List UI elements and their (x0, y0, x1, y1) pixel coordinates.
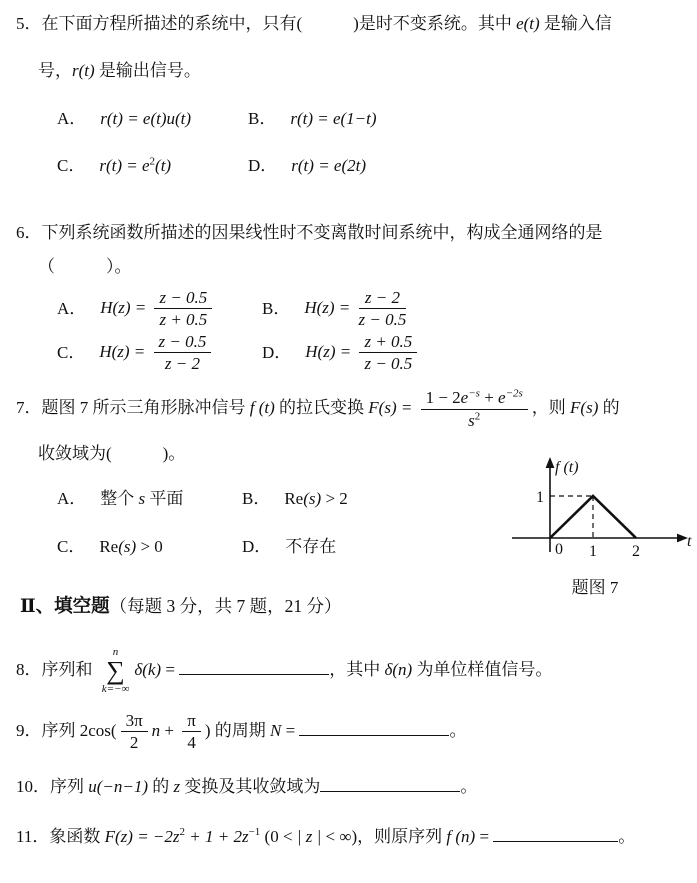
fig7-caption: 题图 7 (571, 578, 619, 597)
question-6-option-a (57, 288, 262, 330)
fig7-x-axis-label: t (687, 533, 692, 550)
question-7-option-a (57, 487, 242, 512)
option-d-label: D． (262, 342, 292, 362)
option-a-label: A． (57, 488, 87, 508)
option-d-formula: 不存在 (285, 537, 337, 557)
question-6-option-d (262, 332, 421, 374)
option-b-formula: H(z) = $\frac{z - 2}{z - 0.5}$ (304, 287, 407, 330)
option-a-formula: H(z) = $\frac{z - 0.5}{z + 0.5}$ (100, 288, 216, 330)
fig7-x-tick-0: 0 (555, 541, 563, 558)
question-6-options-row-2 (57, 332, 697, 374)
option-b-label: B． (242, 488, 271, 508)
question-7-option-d (242, 535, 336, 560)
question-5-options-row-2 (57, 154, 697, 179)
question-6-line-2: （ ）。 (38, 257, 132, 277)
option-d-label: D． (248, 155, 278, 175)
fig7-x-tick-1: 1 (589, 543, 597, 560)
option-d-formula: r(t) = e(2t) (291, 155, 367, 175)
question-7-line-1: 7．题图 7 所示三角形脉冲信号 f (t) 的拉氏变换 F(s) = $\frac{1 - 2e^{-s} + e^{-2s}}{s^2}$ ，则 F(s) 的 (16, 387, 620, 430)
option-a-label: A． (57, 298, 87, 318)
question-6-options-row-1 (57, 288, 697, 330)
question-9-line: 9．序列 2cos( $\frac{3\pi}{2}$ n + $\frac{\pi}{4}$ ) 的周期 N = 。 (16, 710, 467, 753)
option-c-label: C． (57, 342, 86, 362)
option-a-formula: r(t) = e(t)u(t) (100, 109, 192, 129)
option-d-formula: H(z) = $\frac{z + 0.5}{z - 0.5}$ (305, 332, 421, 374)
question-7-line-2: 收敛域为( )。 (38, 444, 186, 464)
question-5-line-1: 5．在下面方程所描述的系统中，只有( )是时不变系统。其中 e(t) 是输入信 (16, 14, 612, 33)
option-b-label: B． (248, 109, 277, 129)
question-11-line: 11．象函数 $F(z) = -2z^2 + 1 + 2z^{-1}$ (0 < | z | < ∞)，则原序列 f (n) = 。 (16, 823, 697, 849)
option-c-label: C． (57, 155, 86, 175)
question-6-option-b (262, 288, 410, 330)
question-5-line-2: 号，r(t) 是输出信号。 (38, 60, 201, 80)
figure-7 (500, 456, 695, 601)
fig7-y-axis-label: f (t) (555, 459, 579, 476)
question-7-option-b (242, 487, 348, 512)
fig7-x-tick-2: 2 (632, 543, 640, 560)
question-5-option-b (248, 107, 377, 132)
question-5-option-c (57, 154, 248, 179)
question-5-option-a (57, 107, 248, 132)
section-2-subtitle: （每题 3 分，共 7 题，21 分） (109, 596, 342, 617)
question-6-option-c (57, 332, 262, 374)
question-5-option-d (248, 154, 366, 179)
option-b-label: B． (262, 298, 291, 318)
option-c-formula: H(z) = $\frac{z - 0.5}{z - 2}$ (99, 332, 215, 374)
option-b-formula: r(t) = e(1−t) (290, 109, 377, 129)
option-a-label: A． (57, 109, 87, 129)
triangle-pulse-plot (500, 456, 695, 574)
question-10-line: 10．序列 u(−n−1) 的 z 变换及其收敛域为 。 (16, 773, 697, 799)
option-c-formula: $r(t) = e^2(t)$ (99, 155, 172, 175)
y-axis-arrow-icon (546, 457, 555, 468)
option-a-formula: 整个 s 平面 (100, 488, 184, 508)
question-5-options-row-1 (57, 107, 697, 132)
question-7-option-c (57, 535, 242, 560)
option-b-formula: Re(s) > 2 (284, 488, 348, 508)
fig7-y-tick-1: 1 (536, 489, 544, 506)
option-d-label: D． (242, 537, 272, 557)
question-6-line-1: 6．下列系统函数所描述的因果线性时不变离散时间系统中，构成全通网络的是 (16, 222, 603, 242)
option-c-label: C． (57, 537, 86, 557)
question-8-line: 8．序列和 n ∑ k=−∞ δ(k) = ，其中 δ(n) 为单位样值信号。 (16, 645, 553, 695)
section-2-title: Ⅱ、填空题 (20, 597, 110, 618)
option-c-formula: Re(s) > 0 (99, 537, 163, 557)
